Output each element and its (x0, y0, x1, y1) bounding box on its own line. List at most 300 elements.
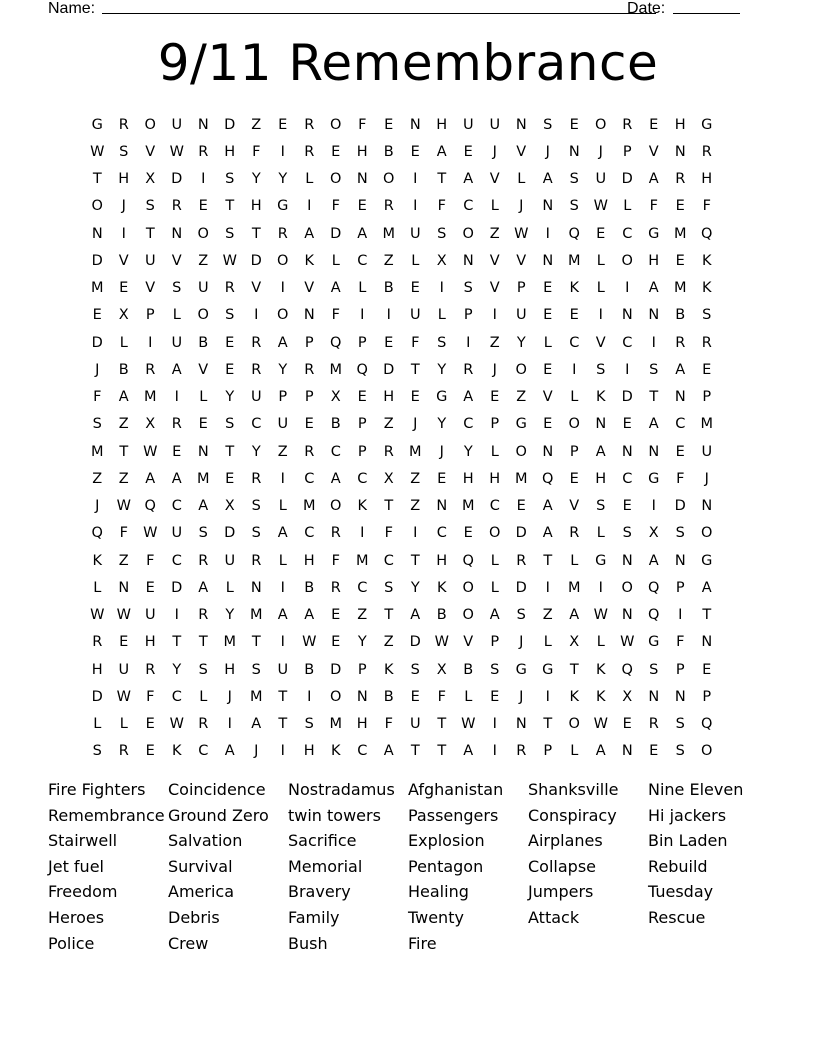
grid-letter: U (462, 116, 474, 133)
grid-letter: X (648, 525, 659, 542)
grid-letter: G (436, 389, 448, 406)
grid-letter: M (90, 443, 104, 460)
grid-letter: V (118, 252, 129, 269)
grid-letter: B (198, 334, 209, 351)
grid-letter: N (674, 552, 686, 569)
grid-letter: P (357, 661, 367, 678)
grid-letter: E (331, 143, 341, 160)
grid-letter: Y (437, 416, 447, 433)
grid-letter: B (383, 143, 394, 160)
grid-letter: E (702, 661, 712, 678)
word-bank-item: Survival (168, 856, 233, 876)
grid-letter: K (569, 688, 579, 705)
word-bank-item: Bin Laden (648, 831, 728, 851)
grid-letter: M (673, 225, 687, 242)
grid-letter: M (329, 716, 342, 733)
grid-letter: C (569, 334, 580, 351)
grid-letter: O (515, 361, 527, 378)
grid-letter: I (360, 525, 365, 542)
grid-letter: S (198, 525, 208, 542)
grid-letter: I (678, 607, 683, 624)
grid-letter: M (408, 443, 422, 460)
grid-letter: L (199, 389, 208, 406)
grid-letter: M (143, 389, 157, 406)
grid-letter: W (143, 443, 158, 460)
grid-letter: S (92, 416, 102, 433)
grid-letter: R (145, 661, 156, 678)
grid-letter: K (92, 552, 102, 569)
grid-letter: I (625, 361, 630, 378)
grid-letter: E (145, 743, 155, 760)
grid-letter: I (439, 280, 444, 297)
grid-letter: E (516, 498, 526, 515)
grid-letter: V (251, 280, 262, 297)
grid-letter: A (304, 607, 315, 624)
grid-letter: A (542, 498, 553, 515)
grid-letter: L (596, 280, 605, 297)
grid-letter: I (545, 688, 550, 705)
grid-letter: H (224, 143, 236, 160)
grid-letter: C (357, 252, 368, 269)
grid-letter: Q (330, 334, 342, 351)
grid-letter: R (383, 198, 394, 215)
grid-letter: P (702, 688, 712, 705)
grid-letter: P (490, 416, 500, 433)
grid-letter: R (675, 334, 686, 351)
grid-letter: I (466, 334, 471, 351)
grid-letter: T (384, 607, 394, 624)
grid-letter: W (90, 143, 105, 160)
grid-letter: I (280, 143, 285, 160)
grid-letter: E (304, 416, 314, 433)
grid-letter: Y (357, 634, 367, 651)
grid-letter: P (304, 334, 314, 351)
grid-letter: H (436, 552, 448, 569)
grid-letter: E (543, 416, 553, 433)
grid-letter: V (648, 143, 659, 160)
grid-letter: L (490, 579, 499, 596)
grid-letter: Y (463, 443, 473, 460)
grid-letter: O (330, 688, 342, 705)
grid-letter: I (413, 198, 418, 215)
grid-letter: S (463, 280, 473, 297)
word-bank-item: Conspiracy (528, 805, 617, 825)
grid-letter: A (357, 225, 368, 242)
grid-letter: L (596, 634, 605, 651)
name-label: Name: (48, 0, 96, 17)
grid-letter: W (116, 607, 131, 624)
grid-letter: I (280, 579, 285, 596)
grid-letter: T (543, 716, 553, 733)
grid-letter: Z (118, 552, 129, 569)
grid-letter: Y (437, 361, 447, 378)
grid-letter: Y (278, 171, 288, 188)
word-bank-item: Bravery (288, 882, 351, 902)
grid-letter: N (621, 443, 633, 460)
grid-letter: E (463, 143, 473, 160)
grid-letter: O (621, 252, 633, 269)
grid-letter: S (198, 661, 208, 678)
grid-letter: P (675, 579, 685, 596)
grid-letter: Z (198, 252, 209, 269)
grid-letter: I (280, 280, 285, 297)
grid-letter: C (357, 470, 368, 487)
grid-letter: I (492, 716, 497, 733)
grid-letter: F (252, 143, 261, 160)
grid-letter: E (410, 280, 420, 297)
grid-letter: L (305, 171, 314, 188)
grid-letter: I (413, 525, 418, 542)
grid-letter: M (567, 252, 581, 269)
grid-letter: D (171, 171, 183, 188)
grid-letter: U (409, 307, 421, 324)
grid-letter: X (436, 661, 447, 678)
grid-letter: D (91, 688, 103, 705)
word-bank-item: Salvation (168, 831, 243, 851)
grid-letter: R (198, 552, 209, 569)
grid-letter: H (118, 171, 130, 188)
grid-letter: A (436, 143, 447, 160)
grid-letter: B (118, 361, 129, 378)
word-bank-item: Passengers (408, 805, 499, 825)
grid-letter: R (171, 198, 182, 215)
grid-letter: C (171, 552, 182, 569)
grid-letter: I (545, 579, 550, 596)
grid-letter: E (622, 498, 632, 515)
grid-letter: Z (516, 389, 527, 406)
grid-letter: F (411, 334, 420, 351)
grid-letter: U (171, 525, 183, 542)
grid-letter: W (116, 498, 131, 515)
grid-letter: E (622, 716, 632, 733)
letter-grid (84, 111, 720, 765)
grid-letter: N (542, 252, 554, 269)
grid-letter: L (543, 334, 552, 351)
grid-letter: L (596, 252, 605, 269)
grid-letter: F (93, 389, 102, 406)
grid-letter: Y (251, 443, 261, 460)
grid-letter: I (307, 198, 312, 215)
grid-letter: W (434, 634, 449, 651)
word-bank-item: Healing (408, 882, 469, 902)
grid-letter: E (569, 470, 579, 487)
grid-letter: S (225, 307, 235, 324)
grid-letter: H (489, 470, 501, 487)
grid-letter: C (251, 416, 262, 433)
grid-letter: Y (225, 607, 235, 624)
grid-letter: L (570, 552, 579, 569)
word-bank-item: Memorial (288, 856, 363, 876)
grid-letter: L (596, 525, 605, 542)
grid-letter: E (702, 361, 712, 378)
grid-letter: R (648, 716, 659, 733)
grid-letter: A (595, 443, 606, 460)
grid-letter: I (227, 716, 232, 733)
word-bank-item: Tuesday (648, 882, 714, 902)
grid-letter: D (383, 361, 395, 378)
grid-letter: V (489, 280, 500, 297)
grid-letter: B (675, 307, 686, 324)
grid-letter: T (278, 716, 288, 733)
word-bank-item: Collapse (528, 856, 596, 876)
grid-letter: A (330, 280, 341, 297)
word-bank-item: Family (288, 907, 340, 927)
grid-letter: G (515, 416, 527, 433)
grid-letter: S (384, 579, 394, 596)
grid-letter: S (437, 334, 447, 351)
word-bank-item: Stairwell (48, 831, 118, 851)
grid-letter: G (595, 552, 607, 569)
grid-letter: T (225, 443, 235, 460)
grid-letter: E (649, 743, 659, 760)
grid-letter: J (598, 143, 603, 160)
grid-letter: A (675, 361, 686, 378)
grid-letter: H (303, 552, 315, 569)
grid-letter: S (490, 661, 500, 678)
grid-letter: N (674, 143, 686, 160)
grid-letter: Q (91, 525, 103, 542)
grid-letter: O (515, 443, 527, 460)
grid-letter: D (515, 525, 527, 542)
grid-letter: S (251, 525, 261, 542)
grid-letter: E (569, 307, 579, 324)
grid-letter: U (171, 116, 183, 133)
grid-letter: O (462, 579, 474, 596)
date-blank-line (673, 13, 740, 14)
grid-letter: A (648, 416, 659, 433)
grid-letter: X (330, 389, 341, 406)
grid-letter: V (171, 252, 182, 269)
grid-letter: O (595, 116, 607, 133)
grid-letter: R (383, 443, 394, 460)
grid-letter: U (409, 225, 421, 242)
grid-letter: Q (648, 607, 660, 624)
grid-letter: Q (542, 470, 554, 487)
grid-letter: L (490, 198, 499, 215)
grid-letter: E (543, 361, 553, 378)
grid-letter: M (382, 225, 395, 242)
grid-letter: W (90, 607, 105, 624)
grid-letter: F (649, 198, 658, 215)
grid-letter: C (357, 579, 368, 596)
grid-letter: N (568, 143, 580, 160)
word-bank-item: Nine Eleven (648, 780, 744, 799)
grid-letter: R (516, 552, 527, 569)
word-bank-item: Hi jackers (648, 805, 727, 825)
grid-letter: I (625, 280, 630, 297)
grid-letter: K (357, 498, 367, 515)
grid-letter: A (383, 743, 394, 760)
grid-letter: R (92, 634, 103, 651)
grid-letter: C (675, 416, 686, 433)
grid-letter: I (492, 743, 497, 760)
grid-letter: P (463, 307, 473, 324)
grid-letter: E (119, 280, 129, 297)
word-bank-item: Rebuild (648, 856, 708, 876)
grid-letter: O (197, 225, 209, 242)
grid-letter: N (171, 225, 183, 242)
grid-letter: L (437, 307, 446, 324)
grid-letter: B (304, 661, 315, 678)
grid-letter: C (463, 416, 474, 433)
grid-letter: E (410, 143, 420, 160)
word-bank-item: Bush (288, 933, 328, 953)
grid-letter: E (410, 688, 420, 705)
grid-letter: O (621, 579, 633, 596)
grid-letter: Q (701, 716, 713, 733)
grid-letter: F (146, 688, 155, 705)
grid-letter: N (250, 579, 262, 596)
grid-letter: P (357, 334, 367, 351)
grid-letter: L (570, 743, 579, 760)
grid-letter: F (331, 198, 340, 215)
grid-letter: L (490, 552, 499, 569)
grid-letter: V (516, 252, 527, 269)
grid-letter: L (278, 498, 287, 515)
grid-letter: O (330, 116, 342, 133)
grid-letter: Q (568, 225, 580, 242)
grid-letter: T (225, 198, 235, 215)
grid-letter: A (595, 743, 606, 760)
grid-letter: G (91, 116, 103, 133)
grid-letter: L (517, 171, 526, 188)
grid-letter: P (569, 443, 579, 460)
grid-letter: R (675, 171, 686, 188)
grid-letter: Y (251, 171, 261, 188)
grid-letter: I (280, 743, 285, 760)
grid-letter: Z (383, 634, 394, 651)
grid-letter: P (357, 443, 367, 460)
grid-letter: I (307, 688, 312, 705)
grid-letter: U (118, 661, 130, 678)
grid-letter: S (622, 525, 632, 542)
grid-letter: C (383, 552, 394, 569)
grid-letter: A (410, 607, 421, 624)
grid-letter: M (249, 688, 263, 705)
grid-letter: W (169, 716, 184, 733)
grid-letter: K (436, 579, 447, 596)
grid-letter: L (93, 716, 102, 733)
grid-letter: A (171, 470, 182, 487)
grid-letter: R (198, 716, 209, 733)
grid-letter: A (701, 579, 712, 596)
grid-letter: B (383, 688, 394, 705)
grid-letter: O (462, 607, 474, 624)
grid-letter: R (251, 552, 262, 569)
grid-letter: T (145, 225, 155, 242)
grid-letter: N (674, 688, 686, 705)
grid-letter: L (199, 688, 208, 705)
grid-letter: M (355, 552, 369, 569)
grid-letter: T (569, 661, 579, 678)
grid-letter: W (461, 716, 476, 733)
grid-letter: N (356, 688, 368, 705)
grid-letter: R (304, 143, 315, 160)
grid-letter: W (116, 688, 131, 705)
grid-letter: S (145, 198, 155, 215)
grid-letter: F (384, 716, 393, 733)
grid-letter: K (701, 280, 712, 297)
word-bank-item: Afghanistan (408, 780, 504, 799)
grid-letter: E (543, 307, 553, 324)
grid-letter: H (701, 171, 713, 188)
grid-letter: P (304, 389, 314, 406)
grid-letter: T (251, 634, 261, 651)
grid-letter: O (330, 498, 342, 515)
grid-letter: A (171, 361, 182, 378)
grid-letter: T (543, 552, 553, 569)
grid-letter: E (543, 280, 553, 297)
grid-letter: T (119, 443, 129, 460)
grid-letter: P (702, 389, 712, 406)
grid-letter: E (490, 688, 500, 705)
grid-letter: P (278, 389, 288, 406)
grid-letter: V (516, 143, 527, 160)
name-blank-line (102, 13, 656, 14)
grid-letter: O (568, 716, 580, 733)
grid-letter: S (172, 280, 182, 297)
grid-letter: O (197, 307, 209, 324)
grid-letter: R (516, 743, 527, 760)
grid-letter: L (172, 307, 181, 324)
grid-letter: H (91, 661, 103, 678)
grid-letter: T (92, 171, 102, 188)
grid-letter: J (519, 634, 524, 651)
grid-letter: X (383, 470, 394, 487)
grid-letter: I (386, 307, 391, 324)
grid-letter: G (542, 661, 554, 678)
grid-letter: A (463, 389, 474, 406)
grid-letter: S (251, 661, 261, 678)
grid-letter: V (145, 143, 156, 160)
grid-letter: X (569, 634, 580, 651)
grid-letter: U (144, 607, 156, 624)
date-label: Date: (627, 0, 666, 17)
grid-letter: K (569, 280, 579, 297)
page-title: 9/11 Remembrance (157, 34, 659, 92)
grid-letter: D (171, 579, 183, 596)
word-bank-item: Freedom (48, 882, 118, 902)
grid-letter: S (543, 116, 553, 133)
grid-letter: Y (278, 361, 288, 378)
grid-letter: F (331, 552, 340, 569)
grid-letter: P (543, 743, 553, 760)
grid-letter: S (702, 307, 712, 324)
grid-letter: S (225, 416, 235, 433)
grid-letter: E (675, 443, 685, 460)
grid-letter: R (118, 116, 129, 133)
grid-letter: E (145, 579, 155, 596)
grid-letter: D (330, 661, 342, 678)
grid-letter: R (463, 361, 474, 378)
grid-letter: U (277, 661, 289, 678)
grid-letter: J (704, 470, 709, 487)
grid-letter: P (622, 143, 632, 160)
grid-letter: E (675, 252, 685, 269)
grid-letter: G (515, 661, 527, 678)
grid-letter: J (492, 143, 497, 160)
grid-letter: T (410, 361, 420, 378)
grid-letter: O (462, 225, 474, 242)
grid-letter: H (648, 252, 660, 269)
grid-letter: T (384, 498, 394, 515)
grid-letter: A (224, 743, 235, 760)
grid-letter: I (121, 225, 126, 242)
grid-letter: A (251, 716, 262, 733)
grid-letter: R (701, 143, 712, 160)
grid-letter: T (437, 171, 447, 188)
word-bank-item: Nostradamus (288, 780, 395, 799)
